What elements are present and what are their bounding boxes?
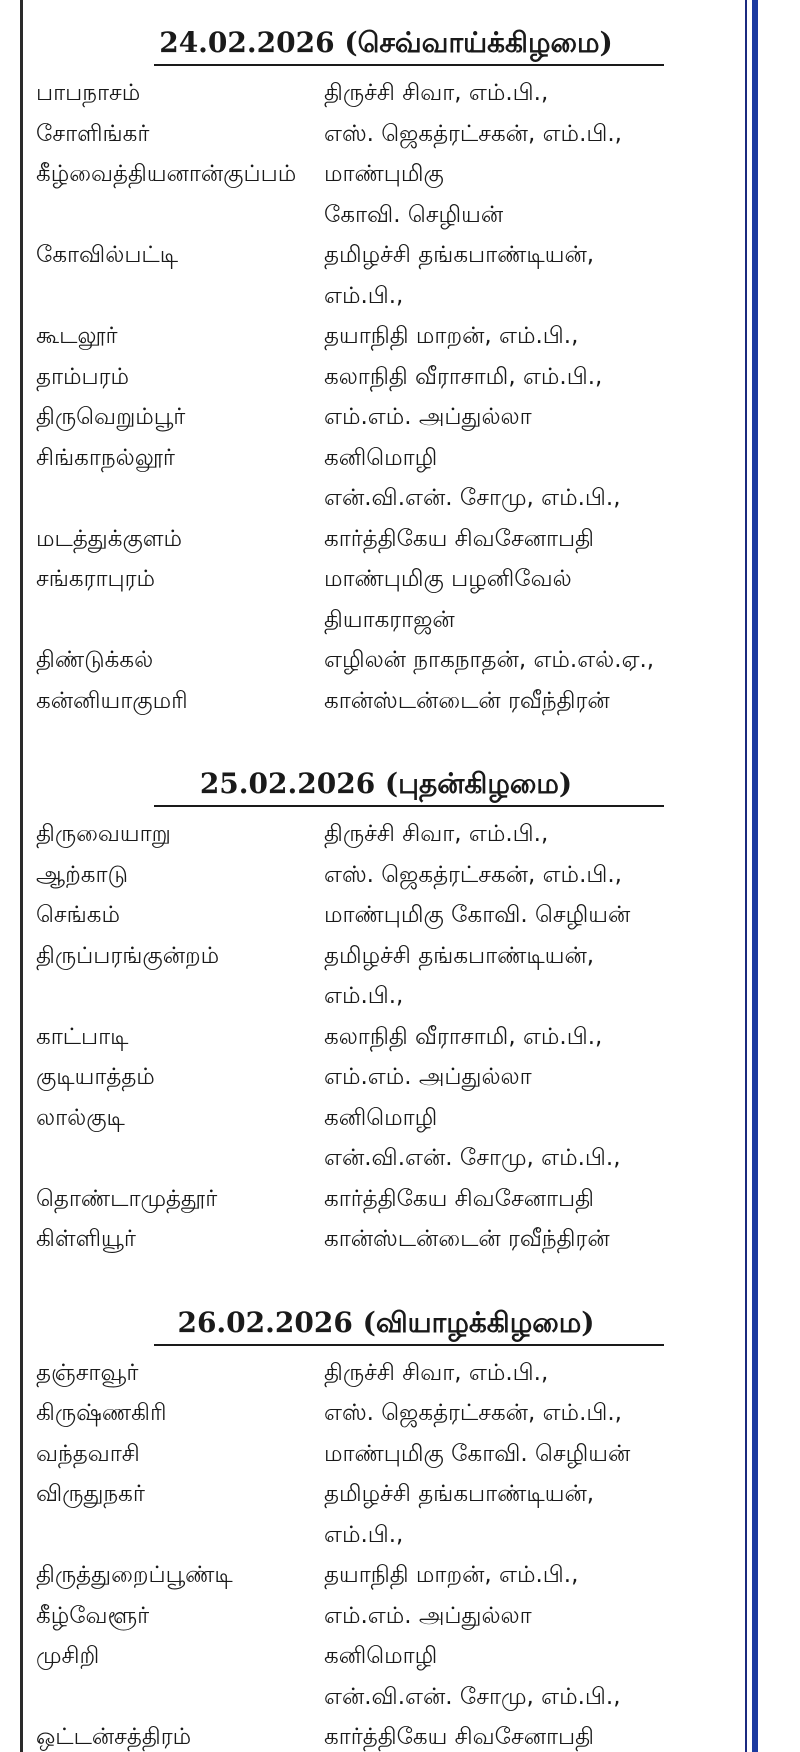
speaker-name: மாண்புமிகு (324, 161, 444, 187)
schedule-row (36, 519, 736, 560)
place-name: பாபநாசம் (36, 80, 141, 106)
section-heading (36, 20, 736, 66)
schedule-row (36, 357, 736, 398)
schedule-row (36, 936, 736, 977)
schedule-row (36, 681, 736, 722)
schedule-row (36, 1017, 736, 1058)
place-name: ஆற்காடு (36, 861, 128, 888)
place-name: கன்னியாகுமரி (36, 687, 188, 714)
schedule-section-day-2 (36, 761, 736, 1260)
place-name: தஞ்சாவூர் (36, 1359, 139, 1386)
speaker-name: தமிழச்சி தங்கபாண்டியன், (324, 1481, 595, 1507)
place-name: காட்பாடி (36, 1023, 129, 1050)
schedule-row (36, 1474, 736, 1515)
schedule-row (36, 1219, 736, 1260)
schedule-row (36, 600, 736, 641)
schedule-section-day-3 (36, 1300, 736, 1752)
schedule-row (36, 1515, 736, 1556)
schedule-content (36, 0, 736, 1752)
speaker-name: எம்.பி., (324, 983, 404, 1009)
place-name: செங்கம் (36, 902, 121, 928)
place-name: விருதுநகர் (36, 1481, 145, 1507)
place-name: முசிறி (36, 1643, 100, 1669)
speaker-name: கார்த்திகேய சிவசேனாபதி (324, 525, 595, 552)
schedule-section-day-1 (36, 20, 736, 721)
speaker-name: என்.வி.என். சோமு, எம்.பி., (324, 1683, 621, 1710)
speaker-name: எஸ். ஜெகத்ரட்சகன், எம்.பி., (324, 120, 622, 147)
schedule-row (36, 154, 736, 195)
speaker-name: மாண்புமிகு கோவி. செழியன் (324, 902, 631, 928)
speaker-name: என்.வி.என். சோமு, எம்.பி., (324, 1145, 621, 1171)
schedule-row (36, 114, 736, 155)
speaker-name: எஸ். ஜெகத்ரட்சகன், எம்.பி., (324, 1400, 622, 1426)
place-name: சங்கராபுரம் (36, 566, 155, 592)
schedule-row (36, 438, 736, 479)
speaker-name: எஸ். ஜெகத்ரட்சகன், எம்.பி., (324, 861, 622, 888)
speaker-name: கலாநிதி வீராசாமி, எம்.பி., (324, 1023, 603, 1050)
schedule-row (36, 1636, 736, 1677)
speaker-name: எம்.பி., (324, 282, 404, 309)
speaker-name: கான்ஸ்டன்டைன் ரவீந்திரன் (324, 1226, 610, 1252)
schedule-row (36, 235, 736, 276)
place-name: குடியாத்தம் (36, 1064, 155, 1090)
heading-underline (154, 805, 664, 807)
speaker-name: தமிழச்சி தங்கபாண்டியன், (324, 942, 595, 969)
schedule-row (36, 1677, 736, 1718)
speaker-name: திருச்சி சிவா, எம்.பி., (324, 1359, 549, 1386)
speaker-name: எம்.எம். அப்துல்லா (324, 1064, 532, 1090)
right-border-rule-thick (752, 0, 758, 1752)
speaker-name: கலாநிதி வீராசாமி, எம்.பி., (324, 363, 603, 390)
speaker-name: கனிமொழி (324, 1104, 438, 1131)
section-heading (36, 761, 736, 807)
heading-underline (154, 64, 664, 66)
speaker-name: என்.வி.என். சோமு, எம்.பி., (324, 485, 621, 511)
place-name: சிங்காநல்லூர் (36, 444, 175, 471)
schedule-row (36, 855, 736, 896)
schedule-row (36, 1179, 736, 1220)
speaker-name: எம்.எம். அப்துல்லா (324, 404, 532, 430)
speaker-name: மாண்புமிகு பழனிவேல் (324, 566, 572, 592)
speaker-name: எம்.எம். அப்துல்லா (324, 1602, 532, 1629)
schedule-row (36, 1717, 736, 1752)
schedule-row (36, 397, 736, 438)
schedule-row (36, 895, 736, 936)
place-name: லால்குடி (36, 1104, 125, 1131)
schedule-row (36, 1057, 736, 1098)
speaker-name: தமிழச்சி தங்கபாண்டியன், (324, 242, 595, 268)
schedule-row (36, 73, 736, 114)
place-name: மடத்துக்குளம் (36, 525, 183, 552)
place-name: தொண்டாமுத்தூர் (36, 1185, 218, 1212)
speaker-name: கோவி. செழியன் (324, 201, 504, 228)
place-name: சோளிங்கர் (36, 120, 150, 147)
speaker-name: தயாநிதி மாறன், எம்.பி., (324, 323, 579, 349)
place-name: திருவையாறு (36, 821, 171, 847)
left-border-rule (20, 0, 23, 1752)
schedule-row (36, 976, 736, 1017)
speaker-name: எழிலன் நாகநாதன், எம்.எல்.ஏ., (324, 647, 655, 673)
schedule-row (36, 195, 736, 236)
place-name: திருத்துறைப்பூண்டி (36, 1562, 233, 1588)
speaker-name: கார்த்திகேய சிவசேனாபதி (324, 1724, 595, 1750)
schedule-row (36, 559, 736, 600)
speaker-name: மாண்புமிகு கோவி. செழியன் (324, 1440, 631, 1467)
place-name: திண்டுக்கல் (36, 647, 154, 673)
place-name: திருவெறும்பூர் (36, 404, 186, 430)
speaker-name: தியாகராஜன் (324, 606, 455, 633)
speaker-name: தயாநிதி மாறன், எம்.பி., (324, 1562, 579, 1588)
schedule-row (36, 640, 736, 681)
place-name: கிருஷ்ணகிரி (36, 1400, 167, 1426)
place-name: கூடலூர் (36, 323, 118, 349)
schedule-row (36, 1353, 736, 1394)
section-heading (36, 1300, 736, 1346)
schedule-rows (36, 814, 736, 1260)
schedule-row (36, 1434, 736, 1475)
place-name: தாம்பரம் (36, 363, 130, 390)
place-name: திருப்பரங்குன்றம் (36, 942, 220, 969)
right-border-rule-thin (745, 0, 747, 1752)
schedule-row (36, 316, 736, 357)
place-name: கீழ்வேளூர் (36, 1602, 150, 1629)
place-name: கீழ்வைத்தியனான்குப்பம் (36, 161, 297, 187)
speaker-name: எம்.பி., (324, 1521, 404, 1548)
schedule-row (36, 478, 736, 519)
speaker-name: கனிமொழி (324, 444, 438, 471)
schedule-row (36, 1138, 736, 1179)
speaker-name: கார்த்திகேய சிவசேனாபதி (324, 1185, 595, 1212)
speaker-name: கான்ஸ்டன்டைன் ரவீந்திரன் (324, 687, 610, 714)
place-name: கிள்ளியூர் (36, 1226, 136, 1252)
schedule-row (36, 814, 736, 855)
heading-underline (154, 1344, 664, 1346)
section-heading-text: 26.02.2026 (வியாழக்கிழமை) (177, 1305, 595, 1339)
schedule-rows (36, 73, 736, 721)
schedule-row (36, 276, 736, 317)
place-name: ஒட்டன்சத்திரம் (36, 1724, 192, 1750)
place-name: வந்தவாசி (36, 1440, 140, 1467)
schedule-row (36, 1596, 736, 1637)
speaker-name: திருச்சி சிவா, எம்.பி., (324, 80, 549, 106)
schedule-row (36, 1393, 736, 1434)
speaker-name: கனிமொழி (324, 1643, 438, 1669)
schedule-row (36, 1555, 736, 1596)
schedule-row (36, 1098, 736, 1139)
section-heading-text: 24.02.2026 (செவ்வாய்க்கிழமை) (159, 26, 613, 59)
schedule-rows (36, 1353, 736, 1752)
place-name: கோவில்பட்டி (36, 242, 179, 268)
speaker-name: திருச்சி சிவா, எம்.பி., (324, 821, 549, 847)
section-heading-text: 25.02.2026 (புதன்கிழமை) (199, 767, 573, 800)
